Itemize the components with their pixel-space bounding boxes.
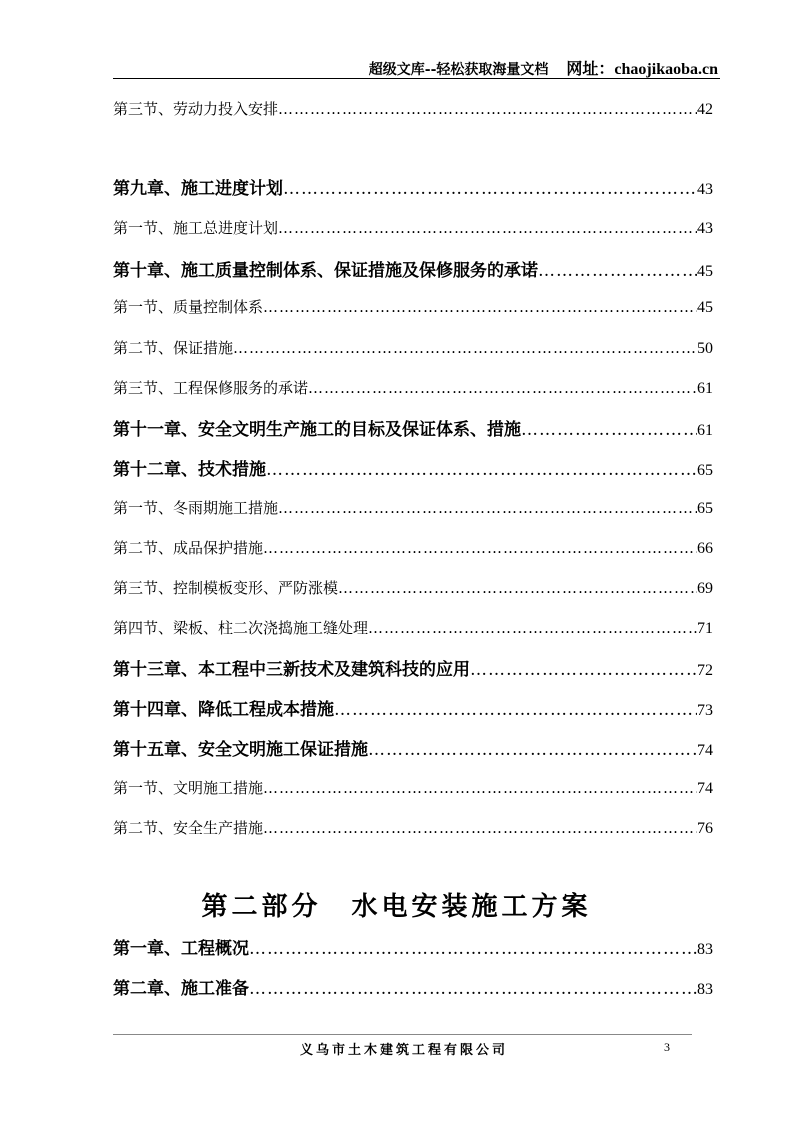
toc-entry-title: 第十五章、安全文明施工保证措施 bbox=[113, 740, 368, 759]
dot-leader bbox=[470, 660, 697, 679]
dot-leader bbox=[368, 740, 697, 759]
toc-entry[interactable] bbox=[113, 934, 713, 958]
toc-entry-title: 第一节、质量控制体系 bbox=[113, 298, 264, 316]
toc-entry-title: 第三节、工程保修服务的承诺 bbox=[113, 379, 309, 397]
toc-entry[interactable] bbox=[113, 537, 713, 557]
toc-entry-title: 第十二章、技术措施 bbox=[113, 460, 266, 479]
dot-leader bbox=[263, 819, 697, 837]
dot-leader bbox=[338, 579, 697, 597]
toc-entry[interactable] bbox=[113, 777, 713, 797]
toc-entry-title: 第十三章、本工程中三新技术及建筑科技的应用 bbox=[113, 660, 470, 679]
toc-entry-title: 第九章、施工进度计划 bbox=[113, 179, 283, 198]
toc-entry-title: 第二节、保证措施 bbox=[113, 339, 234, 357]
toc-entry-title: 第一节、施工总进度计划 bbox=[113, 219, 279, 237]
toc-entry-title: 第一节、冬雨期施工措施 bbox=[113, 499, 279, 517]
toc-entry[interactable] bbox=[113, 98, 713, 118]
header-title: 超级文库--轻松获取海量文档 bbox=[368, 62, 549, 78]
header-site: 网址：chaojikaoba.cn bbox=[566, 61, 718, 78]
toc-entry-page: 73 bbox=[697, 702, 713, 719]
toc-entry-page: 66 bbox=[697, 540, 713, 557]
dot-leader bbox=[334, 700, 697, 719]
toc-entry[interactable] bbox=[113, 974, 713, 998]
dot-leader bbox=[249, 939, 697, 958]
toc-entry[interactable] bbox=[113, 497, 713, 517]
toc-entry-title: 第十四章、降低工程成本措施 bbox=[113, 700, 334, 719]
toc-entry-page: 69 bbox=[697, 580, 713, 597]
toc-entry-title: 第十一章、安全文明生产施工的目标及保证体系、措施 bbox=[113, 420, 521, 439]
toc-entry-page: 43 bbox=[697, 181, 713, 198]
toc-entry[interactable] bbox=[113, 455, 713, 479]
toc-entry-page: 65 bbox=[697, 462, 713, 479]
footer-company: 义乌市土木建筑工程有限公司 bbox=[300, 1043, 509, 1058]
dot-leader bbox=[249, 979, 697, 998]
dot-leader bbox=[233, 339, 697, 357]
page-number: 3 bbox=[664, 1040, 670, 1054]
toc-entry-title: 第四节、梁板、柱二次浇捣施工缝处理 bbox=[113, 619, 369, 637]
toc-entry[interactable] bbox=[113, 577, 713, 597]
toc-entry-page: 74 bbox=[697, 742, 713, 759]
toc-entry-page: 71 bbox=[697, 620, 713, 637]
dot-leader bbox=[278, 219, 697, 237]
toc-entry-title: 第三节、劳动力投入安排 bbox=[113, 100, 279, 118]
page-header bbox=[369, 56, 718, 79]
toc-entry-page: 83 bbox=[697, 941, 713, 958]
toc-entry[interactable] bbox=[113, 735, 713, 759]
toc-entry-page: 74 bbox=[697, 780, 713, 797]
dot-leader bbox=[263, 539, 697, 557]
dot-leader bbox=[283, 179, 697, 198]
toc-entry-title: 第二节、安全生产措施 bbox=[113, 819, 264, 837]
toc-entry-title: 第二节、成品保护措施 bbox=[113, 539, 264, 557]
toc-entry[interactable] bbox=[113, 695, 713, 719]
toc-entry[interactable] bbox=[113, 655, 713, 679]
toc-entry-page: 45 bbox=[697, 263, 713, 280]
toc-entry[interactable] bbox=[113, 296, 713, 316]
dot-leader bbox=[278, 100, 697, 118]
dot-leader bbox=[263, 779, 697, 797]
toc-entry-page: 61 bbox=[697, 380, 713, 397]
toc-entry-page: 42 bbox=[697, 101, 713, 118]
toc-entry[interactable] bbox=[113, 337, 713, 357]
toc-entry-title: 第十章、施工质量控制体系、保证措施及保修服务的承诺 bbox=[113, 261, 538, 280]
toc-entry-page: 43 bbox=[697, 220, 713, 237]
toc-entry[interactable] bbox=[113, 617, 713, 637]
toc-entry-page: 61 bbox=[697, 422, 713, 439]
toc-entry[interactable] bbox=[113, 174, 713, 198]
header-divider bbox=[113, 78, 720, 79]
dot-leader bbox=[263, 298, 697, 316]
toc-entry-page: 50 bbox=[697, 340, 713, 357]
toc-entry-page: 72 bbox=[697, 662, 713, 679]
toc-entry-title: 第一节、文明施工措施 bbox=[113, 779, 264, 797]
dot-leader bbox=[308, 379, 697, 397]
toc-entry-page: 83 bbox=[697, 981, 713, 998]
dot-leader bbox=[538, 261, 697, 280]
dot-leader bbox=[278, 499, 697, 517]
toc-entry[interactable] bbox=[113, 256, 713, 280]
toc-entry-title: 第二章、施工准备 bbox=[113, 979, 249, 998]
dot-leader bbox=[368, 619, 697, 637]
part-heading: 第二部分 水电安装施工方案 bbox=[201, 892, 592, 922]
toc-entry-page: 65 bbox=[697, 500, 713, 517]
toc-entry[interactable] bbox=[113, 377, 713, 397]
toc-entry[interactable] bbox=[113, 415, 713, 439]
toc-entry-page: 76 bbox=[697, 820, 713, 837]
footer-divider bbox=[113, 1034, 692, 1035]
dot-leader bbox=[266, 460, 697, 479]
toc-entry[interactable] bbox=[113, 217, 713, 237]
toc-entry-title: 第三节、控制模板变形、严防涨模 bbox=[113, 579, 339, 597]
toc-entry[interactable] bbox=[113, 817, 713, 837]
toc-entry-title: 第一章、工程概况 bbox=[113, 939, 249, 958]
toc-entry-page: 45 bbox=[697, 299, 713, 316]
dot-leader bbox=[521, 420, 697, 439]
